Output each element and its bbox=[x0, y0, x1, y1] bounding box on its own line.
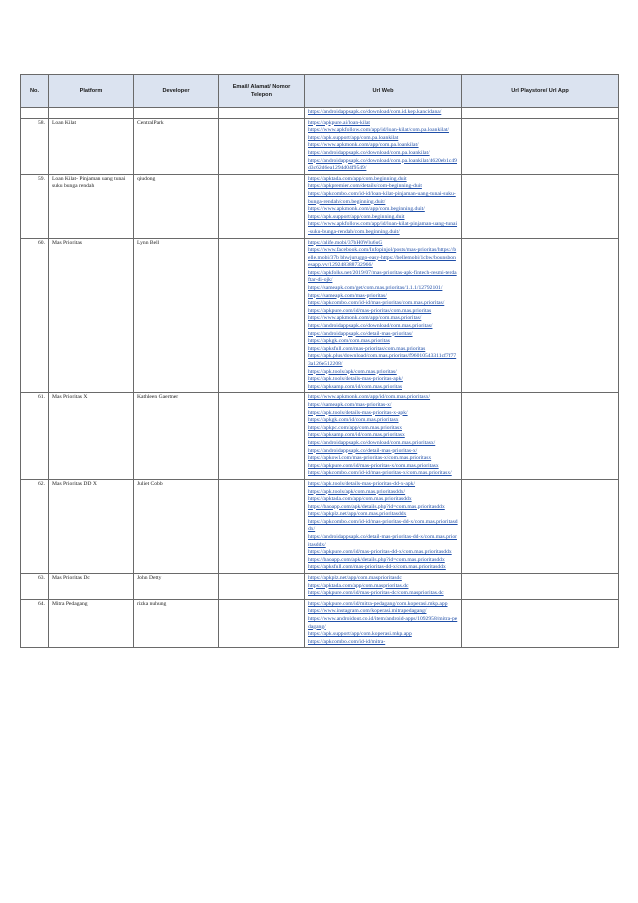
table-row bbox=[21, 393, 619, 480]
url-link[interactable]: https://apktada.com/app/com.mas.prioritasddx bbox=[308, 496, 412, 503]
url-link[interactable]: https://apk.tools/details-mas-prioritas-x-apk/ bbox=[308, 409, 408, 416]
url-link[interactable]: https://apkcombo.com/id-id/mas-prioritas/com.mas.prioritas/ bbox=[308, 300, 445, 307]
url-link[interactable]: https://apkplz.net/app/com.mas.prioritasddx bbox=[308, 511, 407, 518]
cell-platform: Loan Kilat bbox=[49, 118, 134, 174]
cell-url-playstore bbox=[462, 174, 619, 238]
cell-url-playstore bbox=[462, 108, 619, 119]
url-link[interactable]: https://apkpure.ai/loan-kilat bbox=[308, 119, 370, 126]
url-link[interactable]: https://androidappsapk.co/detail-mas-prioritas-dd-x/com.mas.prioritasddx/ bbox=[308, 534, 457, 548]
table-row bbox=[21, 479, 619, 573]
url-link[interactable]: https://androidappsapk.co/download/com.id.kep.kancidana/ bbox=[308, 109, 442, 115]
url-link[interactable]: https://apksamp.com/id/com.mas.prioritasx bbox=[308, 432, 405, 439]
url-link[interactable]: https://apkcombo.com/id-id/loan-kilat-pinjaman-uang-tunai-suku-bunga-rendah/com.beginning.duit/ bbox=[308, 190, 456, 205]
url-link[interactable]: https://www.apkmonk.com/app/com.pa.loankilat/ bbox=[308, 142, 419, 149]
cell-url-web bbox=[305, 393, 462, 480]
url-link[interactable]: https://apk.tools/apk/com.mas.prioritas/ bbox=[308, 368, 397, 375]
table-header-row bbox=[21, 75, 619, 108]
url-link[interactable]: https://androidappsapk.co/download/com.mas.prioritasx/ bbox=[308, 439, 436, 446]
table-row bbox=[21, 174, 619, 238]
header-url-web: Url Web bbox=[305, 75, 462, 108]
url-link[interactable]: https://apk.support/app/com.pa.loankilat bbox=[308, 134, 399, 141]
url-link[interactable]: https://apksamp.com/id/com.mas.prioritas bbox=[308, 383, 402, 390]
url-link[interactable]: https://apktada.com/app/com.masprioritas.dc bbox=[308, 582, 409, 589]
cell-developer: Juliet Cobb bbox=[134, 479, 219, 573]
cell-url-web bbox=[305, 174, 462, 238]
url-link[interactable]: https://apk.support/app/com.koperasi.mkp.app bbox=[308, 631, 412, 638]
url-link[interactable]: https://apkpremier.com/details/com-beginning-duit bbox=[308, 183, 422, 190]
url-link[interactable]: https://sameapk.com/get/com.mas.prioritas/1.1.1/12792101/ bbox=[308, 285, 443, 292]
cell-developer: rizka nuhung bbox=[134, 599, 219, 648]
registry-table bbox=[20, 74, 619, 648]
url-link[interactable]: https://apktada.com/app/com.beginning.duit bbox=[308, 175, 407, 182]
url-link[interactable]: https://apksfull.com/mas-prioritas/com.mas.prioritas bbox=[308, 345, 426, 352]
url-link[interactable]: https://androidappsapk.co/download/com.pa.loankilat/4620eb1c49d3c62d6ea1294d04f9549/ bbox=[308, 157, 457, 172]
url-link[interactable]: https://apkowl.com/mas-prioritas-x/com.mas.prioritasx bbox=[308, 455, 432, 462]
cell-platform: Mas Prioritas X bbox=[49, 393, 134, 480]
url-link[interactable]: https://www.facebook.com/Infopinjol/posts/mas-prioritas/https://belle.mobi/37b bhwjuruggo-easy-https://bellemobi/1cbw/bounsbonesapp.vv/129248388732966/ bbox=[308, 247, 457, 269]
cell-platform: Mitra Pedagang bbox=[49, 599, 134, 648]
cell-contact bbox=[219, 174, 305, 238]
url-link[interactable]: https://sameapk.com/mas-prioritas-x/ bbox=[308, 401, 392, 408]
url-link[interactable]: https://www.androidout.co.id/item/android-apps/1092958/mitra-pedagang/ bbox=[308, 616, 458, 630]
cell-no: 62. bbox=[21, 479, 49, 573]
url-link[interactable]: https://apk.tools/apk/com.mas.prioritasddx/ bbox=[308, 488, 406, 495]
cell-platform: Mas Prioritas DD X bbox=[49, 479, 134, 573]
url-link[interactable]: https://apkpure.com/id/mas-prioritas-x/com.mas.prioritasx bbox=[308, 462, 439, 469]
cell-no: 64. bbox=[21, 599, 49, 648]
cell-no: 59. bbox=[21, 174, 49, 238]
url-link[interactable]: https://apk.support/app/com.beginning.duit bbox=[308, 213, 405, 220]
cell-developer bbox=[134, 108, 219, 119]
table-row bbox=[21, 238, 619, 393]
cell-url-playstore bbox=[462, 574, 619, 600]
url-link[interactable]: https://apkcombo.com/id-id/mas-prioritas-dd-x/com.mas.prioritasddx/ bbox=[308, 518, 458, 533]
cell-platform: Loan Kilat- Pinjaman uang tunai suku bunga rendah bbox=[49, 174, 134, 238]
cell-developer: Kathleen Gaertner bbox=[134, 393, 219, 480]
cell-contact bbox=[219, 393, 305, 480]
cell-developer: Lynn Bell bbox=[134, 238, 219, 393]
url-link[interactable]: https://alife.mobi/37bH0Wlu6uG bbox=[308, 239, 383, 246]
url-link[interactable]: https://baoapp.com/apk/details.php?id=com.mas.prioritasddx bbox=[308, 556, 445, 563]
cell-contact bbox=[219, 118, 305, 174]
table-row bbox=[21, 574, 619, 600]
cell-url-web bbox=[305, 108, 462, 119]
cell-contact bbox=[219, 238, 305, 393]
cell-url-web bbox=[305, 479, 462, 573]
url-link[interactable]: https://www.apkmonk.com/app/com.mas.prioritas/ bbox=[308, 315, 422, 322]
cell-url-web bbox=[305, 574, 462, 600]
url-link[interactable]: https://sameapk.com/mas-prioritas/ bbox=[308, 292, 387, 299]
header-platform: Platform bbox=[49, 75, 134, 108]
cell-contact bbox=[219, 574, 305, 600]
url-link[interactable]: https://androidappsapk.co/download/com.mas.prioritas/ bbox=[308, 323, 433, 330]
url-link[interactable]: https://apkpure.com/id/mitra-pedagang/com.koperasi.mkp.app bbox=[308, 600, 448, 607]
cell-url-playstore bbox=[462, 599, 619, 648]
cell-developer: John Detty bbox=[134, 574, 219, 600]
url-link[interactable]: https://apk.tools/details-mas-prioritas-apk/ bbox=[308, 376, 403, 383]
url-link[interactable]: https://apk.plus/download/com.mas.prioritas/f96010543311cf7f773a126e512208/ bbox=[308, 353, 457, 367]
url-link[interactable]: https://androidappsapk.co/detail-mas-prioritas/ bbox=[308, 330, 413, 337]
cell-contact bbox=[219, 599, 305, 648]
url-link[interactable]: https://apkfolks.net/2019/07/mas-prioritas-apk-fintech-resmi-terdaftar-di-ojk/ bbox=[308, 269, 457, 284]
cell-contact bbox=[219, 108, 305, 119]
table-row-continuation bbox=[21, 108, 619, 119]
cell-platform: Mas Prioritas bbox=[49, 238, 134, 393]
url-link[interactable]: https://apkgk.com/com.mas.prioritas bbox=[308, 338, 390, 345]
header-url-playstore: Url Playstore/ Url App bbox=[462, 75, 619, 108]
url-link[interactable]: https://apkplz.net/app/com.masprioritasdc bbox=[308, 575, 402, 582]
cell-url-web bbox=[305, 118, 462, 174]
cell-platform: Mas Prioritas Dc bbox=[49, 574, 134, 600]
cell-url-web bbox=[305, 599, 462, 648]
header-no: No. bbox=[21, 75, 49, 108]
url-link[interactable]: https://apkcombo.com/id-id/mitra- bbox=[308, 638, 386, 645]
cell-url-playstore bbox=[462, 118, 619, 174]
url-link[interactable]: https://www.instagram.com/koperasi.mitrapedagang/ bbox=[308, 608, 427, 615]
header-developer: Developer bbox=[134, 75, 219, 108]
cell-url-web bbox=[305, 238, 462, 393]
url-link[interactable]: https://apksfull.com/mas-prioritas-dd-x/com.mas.prioritasddx bbox=[308, 564, 446, 571]
url-link[interactable]: https://androidappsapk.co/download/com.pa.loankilat/ bbox=[308, 149, 430, 156]
url-link[interactable]: https://apkgk.com/id/com.mas.prioritasx bbox=[308, 417, 399, 424]
cell-no: 60. bbox=[21, 238, 49, 393]
url-link[interactable]: https://androidappsapk.co/detail-mas-prioritas-x/ bbox=[308, 447, 418, 454]
url-link[interactable]: https://apkpure.com/id/mas-prioritas-dc/com.masprioritas.dc bbox=[308, 590, 444, 597]
cell-url-playstore bbox=[462, 238, 619, 393]
cell-developer: CentralPark bbox=[134, 118, 219, 174]
url-link[interactable]: https://www.apkmonk.com/app/com.beginning.duit/ bbox=[308, 206, 425, 213]
url-link[interactable]: https://www.apkfollow.com/app/id/loan-kilat-pinjaman-uang-tunai-suku-bunga-rendah/com.beginning.duit/ bbox=[308, 221, 458, 235]
url-link[interactable]: https://apk.tools/details-mas-prioritas-dd-x-apk/ bbox=[308, 480, 416, 487]
cell-no: 61. bbox=[21, 393, 49, 480]
header-contact: Email/ Alamat/ Nomor Telepon bbox=[219, 75, 305, 108]
cell-url-playstore bbox=[462, 479, 619, 573]
url-link[interactable]: https://www.apkmonk.com/app/id/com.mas.prioritasx/ bbox=[308, 394, 431, 401]
cell-contact bbox=[219, 479, 305, 573]
cell-platform bbox=[49, 108, 134, 119]
url-link[interactable]: https://www.apkfollow.com/app/id/loan-kilat/com.pa.loankilat/ bbox=[308, 127, 449, 134]
cell-url-playstore bbox=[462, 393, 619, 480]
url-link[interactable]: https://baoapp.com/apk/details.php?id=com.mas.prioritasddx bbox=[308, 503, 445, 510]
table-row bbox=[21, 599, 619, 648]
url-link[interactable]: https://apkpure.com/id/mas-prioritas/com.mas.prioritas bbox=[308, 307, 432, 314]
url-link[interactable]: https://apkpc.com/app/com.mas.prioritasx bbox=[308, 424, 402, 431]
table-body bbox=[21, 108, 619, 648]
url-link[interactable]: https://apkpure.com/id/mas-prioritas-dd-x/com.mas.prioritasddx bbox=[308, 549, 452, 556]
cell-developer: qiudong bbox=[134, 174, 219, 238]
cell-no: 63. bbox=[21, 574, 49, 600]
table-row bbox=[21, 118, 619, 174]
cell-no: 58. bbox=[21, 118, 49, 174]
cell-no bbox=[21, 108, 49, 119]
url-link[interactable]: https://apkcombo.com/id-id/mas-prioritas-x/com.mas.prioritasx/ bbox=[308, 470, 452, 477]
